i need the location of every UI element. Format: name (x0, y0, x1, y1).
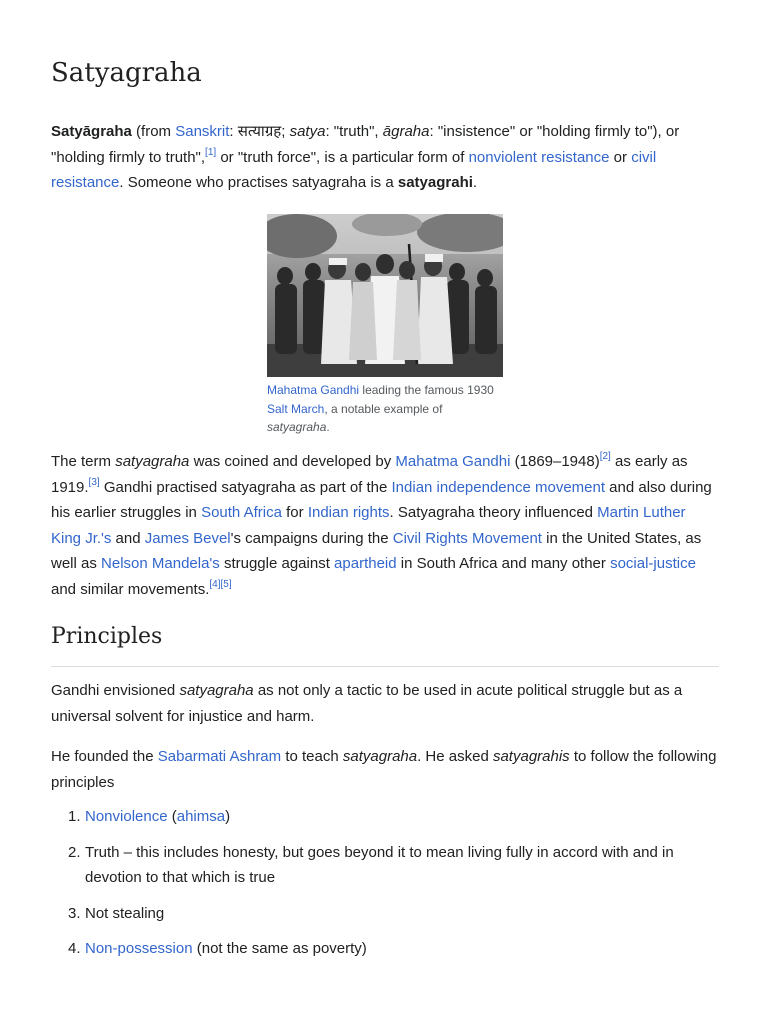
link-mahatma-gandhi[interactable]: Mahatma Gandhi (395, 453, 511, 470)
link-james-bevel[interactable]: James Bevel (144, 529, 231, 547)
text: The term (51, 453, 116, 470)
list-number: 4. (68, 940, 81, 957)
text: Gandhi practised satyagraha as part of the (99, 478, 392, 496)
list-item (51, 804, 719, 830)
text: ) (225, 808, 231, 825)
text: or "truth force", is a particular form of (216, 148, 469, 166)
text: (not the same as poverty) (192, 940, 367, 957)
citation-4-5[interactable]: [4][5] (209, 578, 232, 590)
text: to follow the following (569, 748, 717, 765)
figure-caption (267, 381, 503, 437)
citation-3[interactable]: [3] (88, 476, 100, 488)
list-item (51, 936, 719, 962)
link-ahimsa[interactable]: ahimsa (176, 808, 226, 825)
link-sanskrit[interactable]: Sanskrit (175, 123, 230, 140)
term-satyagraha: Satyāgraha (51, 123, 132, 140)
text: , a notable example of (324, 401, 443, 416)
term: satyagraha (342, 748, 418, 765)
link-sabarmati-ashram[interactable]: Sabarmati Ashram (157, 748, 282, 765)
section-heading-principles: Principles (51, 624, 163, 649)
list-item (51, 901, 719, 927)
caption-link-gandhi[interactable]: Mahatma Gandhi (267, 383, 360, 397)
principles-list (51, 804, 719, 972)
text: Truth – this includes honesty, but goes beyond it to mean living fully in accord with and in (85, 843, 674, 861)
text: struggle against (219, 555, 335, 572)
principles-paragraph-2 (51, 744, 731, 795)
link-indian-independence-movement[interactable]: Indian independence movement (391, 478, 606, 496)
text: "holding firmly to truth", (51, 148, 206, 166)
text: : सत्याग्रह; (229, 123, 290, 140)
link-non-possession[interactable]: Non-possession (85, 940, 193, 957)
text: 's campaigns during the (230, 529, 393, 547)
link-civil-rights-movement[interactable]: Civil Rights Movement (392, 529, 542, 547)
text: (1869–1948) (510, 453, 600, 470)
link-civil-resistance-cont[interactable]: resistance (51, 174, 120, 191)
text: to teach (281, 748, 343, 765)
term-satyagrahi: satyagrahi (397, 174, 473, 191)
term-satyagrahis: satyagrahis (492, 748, 570, 765)
text: . Someone who practises satyagraha is a (119, 174, 398, 191)
text: in South Africa and many other (396, 555, 611, 572)
text: his earlier struggles in (51, 504, 202, 521)
text: . He asked (417, 748, 493, 765)
link-indian-rights[interactable]: Indian rights (307, 504, 390, 521)
text: . Satyagraha theory influenced (389, 504, 598, 521)
term: satyagraha (179, 682, 254, 699)
link-nonviolent-resistance[interactable]: nonviolent resistance (468, 148, 610, 166)
text: devotion to that which is true (85, 869, 276, 886)
salt-march-figure (267, 214, 503, 437)
text: and also during (605, 478, 712, 496)
caption-link-salt-march[interactable]: Salt March (267, 401, 325, 416)
link-nonviolence[interactable]: Nonviolence (85, 808, 168, 825)
text: or (609, 148, 632, 166)
caption-term: satyagraha (267, 420, 327, 434)
text: Not stealing (85, 904, 165, 922)
link-civil-resistance[interactable]: civil (631, 148, 657, 166)
citation-2[interactable]: [2] (599, 451, 611, 462)
text: (from (131, 123, 176, 140)
text: He founded the (51, 748, 158, 765)
text: : "truth", (325, 123, 383, 140)
text: ( (167, 808, 177, 825)
text: was coined and developed by (189, 453, 396, 470)
link-apartheid[interactable]: apartheid (334, 555, 397, 572)
salt-march-photo[interactable] (267, 214, 503, 377)
text: 1919. (51, 478, 89, 496)
text: . (472, 174, 478, 191)
link-mlk[interactable]: Martin Luther (597, 504, 686, 521)
text: Gandhi envisioned (51, 682, 180, 699)
section-divider (51, 666, 719, 667)
link-mlk-cont[interactable]: King Jr.'s (51, 529, 112, 547)
history-paragraph (51, 449, 731, 602)
text: and (111, 529, 145, 547)
text: in the United States, as (541, 529, 702, 547)
text: : "insistence" or "holding firmly to"), or (429, 123, 680, 140)
text: principles (51, 773, 115, 791)
list-item (51, 840, 719, 891)
text: universal solvent for injustice and harm. (51, 707, 315, 725)
text: for (281, 504, 308, 521)
intro-paragraph (51, 119, 731, 196)
list-number: 1. (68, 808, 81, 825)
principles-paragraph-1 (51, 678, 731, 729)
list-number: 2. (68, 843, 81, 861)
link-social-justice[interactable]: social-justice (610, 555, 696, 572)
citation-1[interactable]: [1] (205, 146, 217, 158)
text: as not only a tactic to be used in acute political struggle but as a (253, 682, 683, 699)
page-title: Satyagraha (51, 58, 202, 88)
text: well as (51, 555, 102, 572)
text: leading the famous 1930 (359, 383, 494, 397)
term-agraha: āgraha (382, 123, 430, 140)
term-satya: satya (289, 123, 326, 140)
text: as early as (610, 453, 688, 470)
link-south-africa[interactable]: South Africa (201, 504, 282, 521)
link-nelson-mandela[interactable]: Nelson Mandela's (101, 555, 220, 572)
term: satyagraha (115, 453, 190, 470)
text: . (326, 420, 330, 434)
text: and similar movements. (51, 580, 210, 598)
list-number: 3. (68, 904, 81, 922)
